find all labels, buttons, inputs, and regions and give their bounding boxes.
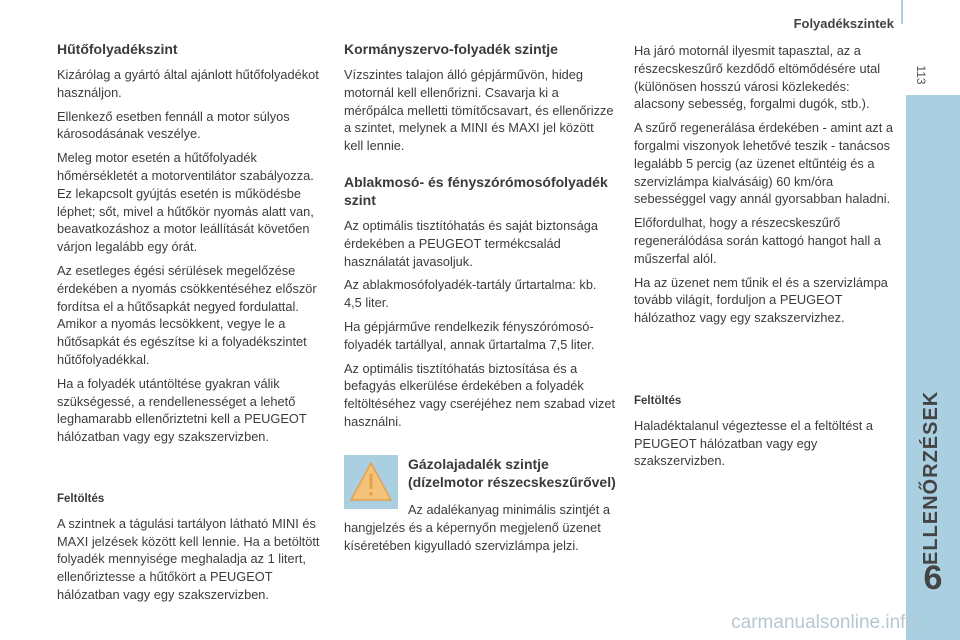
paragraph: A szűrő regenerálása érdekében - amint azt a forgalmi viszonyok lehetővé teszik - tanácsos legalább 5 percig (az üzenet eltűntéig és a szervizlámpa kialvásáig) 60 km/óra sebességgel vagy annál gyorsabban haladni. — [634, 120, 893, 207]
paragraph: Haladéktalanul végeztesse el a feltöltést a PEUGEOT hálózatban vagy egy szakszervizben. — [634, 417, 874, 469]
page-number: 113 — [914, 65, 928, 85]
paragraph: Vízszintes talajon álló gépjárművön, hideg motornál kell ellenőrizni. Csavarja ki a mérőpálca melletti tömítőcsavart, és ellenőrizze a szintet, melynek a MINI és MAXI jel között kell lennie. — [344, 67, 614, 154]
coolant-heading: Hűtőfolyadékszint — [57, 41, 178, 57]
warning-triangle-icon — [349, 460, 393, 504]
paragraph: Az optimális tisztítóhatás és saját biztonsága érdekében a PEUGEOT termékcsalád használatát javasoljuk. — [344, 217, 598, 269]
chapter-label: ELLENŐRZÉSEK — [920, 390, 942, 565]
running-header: Folyadékszintek — [793, 16, 894, 31]
diesel-additive-heading: Gázolajadalék szintje (dízelmotor részecskeszűrővel) — [408, 456, 616, 490]
paragraph: Ha az üzenet nem tűnik el és a szervizlámpa tovább világít, forduljon a PEUGEOT hálózathoz vagy egy szakszervizhez. — [634, 274, 888, 326]
column-steering-washer — [344, 40, 616, 437]
chapter-number: 6 — [923, 559, 943, 597]
column-coolant — [57, 40, 329, 610]
watermark: carmanualsonline.info — [731, 612, 916, 633]
chapter-tab — [906, 95, 960, 640]
warning-icon-box — [344, 455, 398, 509]
header-divider — [901, 0, 903, 24]
washer-fluid-heading: Ablakmosó- és fényszórómosófolyadék szint — [344, 173, 608, 208]
diesel-additive-text: Az adalékanyag minimális szintjét a hangjelzés és a képernyőn megjelenő üzenet kíséretében kigyulladó szervizlámpa jelzi. — [344, 502, 611, 553]
additive-filling-heading: Feltöltés — [634, 394, 682, 407]
paragraph: A szintnek a tágulási tartályon látható MINI és MAXI jelzések között kell lennie. Ha a betöltött folyadék mennyisége meghaladja az 1 litert, ellenőriztesse a hűtőkört a PEUGEOT hálózatban vagy egy szakszervizben. — [57, 515, 320, 602]
paragraph: Ellenkező esetben fennáll a motor súlyos károsodásának veszélye. — [57, 108, 290, 142]
column-particle-filter — [634, 42, 899, 476]
paragraph: Az esetleges égési sérülések megelőzése érdekében a nyomás csökkentéséhez először fordítsa el a hűtősapkát negyed fordulattal. Amikor a nyomás lecsökkent, vegye le a hűtősapkát és egészítse ki a folyadékszintet hűtőfolyadékkal. — [57, 262, 317, 367]
paragraph: Ha járó motornál ilyesmit tapasztal, az a részecskeszűrő kezdődő eltömődésére utal (különösen hosszú városi közlekedés: alacsony sebesség, forgalmi dugók, stb.). — [634, 43, 881, 112]
steering-fluid-heading: Kormányszervo-folyadék szintje — [344, 41, 558, 57]
paragraph: Kizárólag a gyártó által ajánlott hűtőfolyadékot használjon. — [57, 67, 319, 100]
paragraph: Ha gépjárműve rendelkezik fényszórómosó-folyadék tartállyal, annak űrtartalma 7,5 liter. — [344, 318, 595, 352]
paragraph: Az ablakmosófolyadék-tartály űrtartalma: kb. 4,5 liter. — [344, 277, 597, 311]
paragraph: Előfordulhat, hogy a részecskeszűrő regenerálódása során kattogó hangot hall a műszerfal alól. — [634, 215, 881, 266]
paragraph: Ha a folyadék utántöltése gyakran válik szükségessé, a rendellenességet a lehető leghamarabb ellenőriztetni kell a PEUGEOT hálózatban vagy egy szakszervizben. — [57, 375, 307, 445]
paragraph: Az optimális tisztítóhatás biztosítása és a befagyás elkerülése érdekében a folyadék feltöltéséhez vagy cseréjéhez nem szabad vizet használni. — [344, 360, 616, 429]
coolant-filling-heading: Feltöltés — [57, 492, 105, 505]
paragraph: Meleg motor esetén a hűtőfolyadék hőmérsékletét a motorventilátor szabályozza. Ez lekapcsolt gyújtás esetén is működésbe léphet; sőt, mivel a hűtőkör nyomás alatt van, beavatkozáshoz a motor leállítását követően várjon legalább egy órát. — [57, 150, 314, 255]
diesel-additive-section — [344, 455, 620, 554]
